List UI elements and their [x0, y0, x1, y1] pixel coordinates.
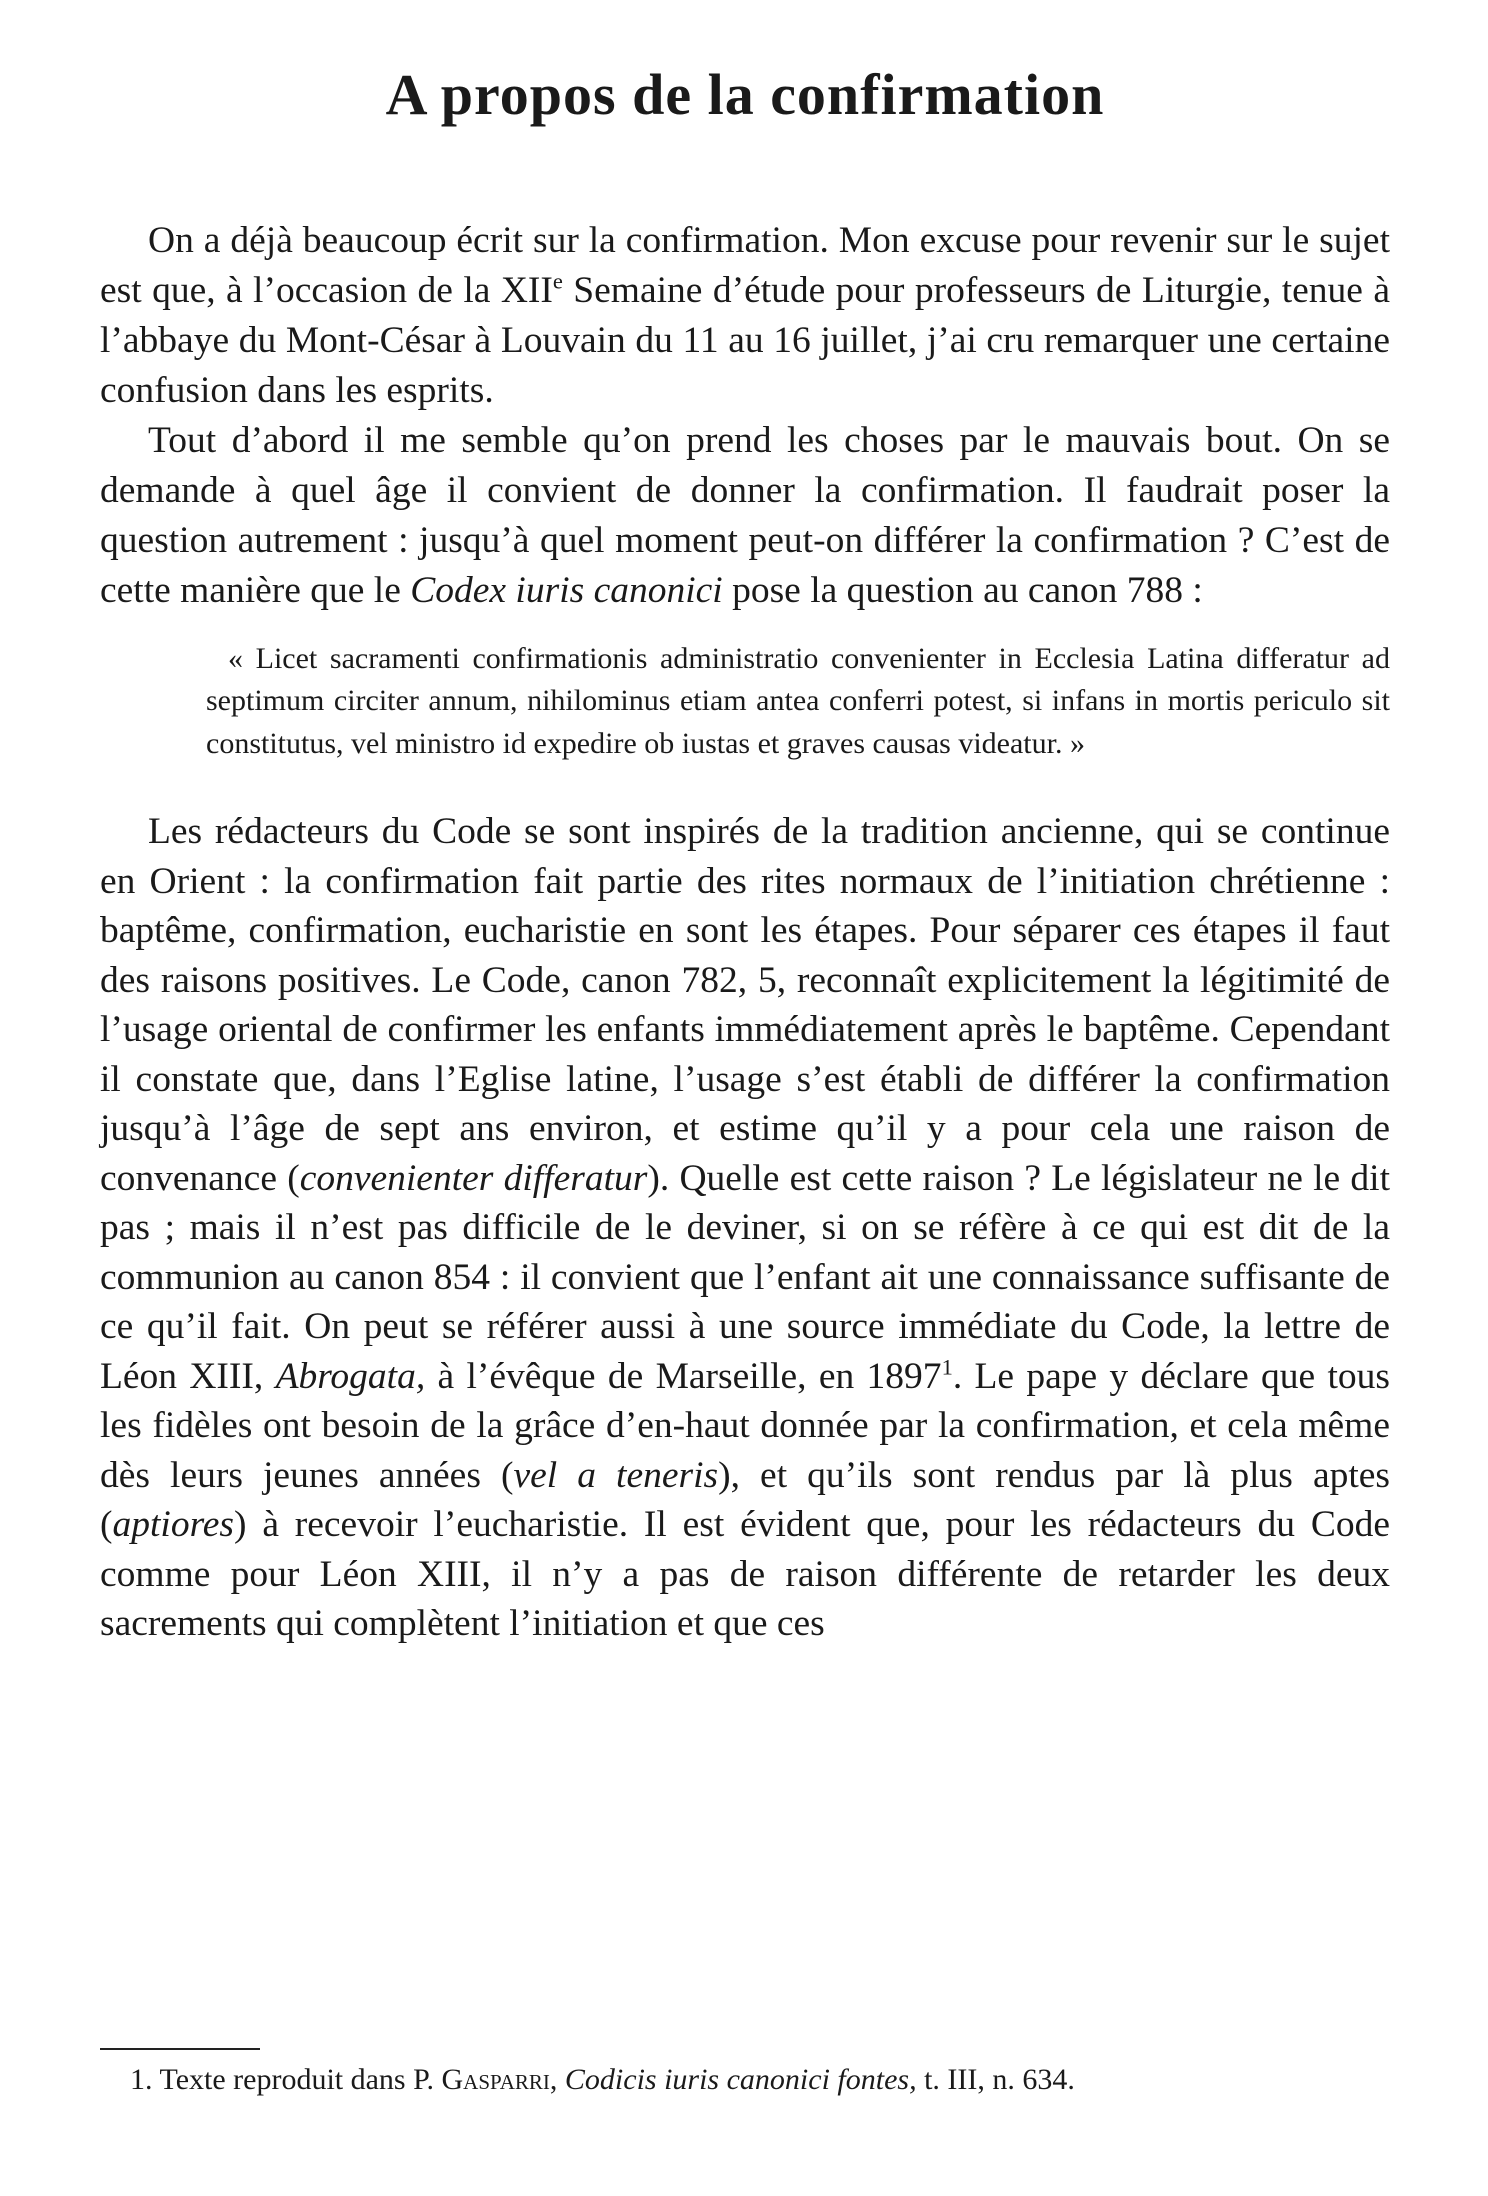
main-text-c: à l’évêque de Marseille, en 1897 — [425, 1355, 942, 1397]
main-text-d: . Le pape y déclare que tous les fidèles ont besoin de la grâce d’en-haut donnée par la confirmation, et cela même dès leurs jeunes années ( — [100, 1355, 1390, 1496]
canon-quote — [100, 638, 1390, 766]
main-text-f: ) à recevoir l’eucharistie. Il est évident que, pour les rédacteurs du Code comme pour Léon XIII, il n’y a pas de raison différente de retarder les deux sacrements qui complètent l’initiation et que ces — [100, 1504, 1390, 1645]
codex-title: Codex iuris canonici — [410, 569, 723, 611]
italic-convenienter: convenienter differatur — [299, 1157, 648, 1199]
quote-text: « Licet sacramenti confirmationis administratio convenienter in Ecclesia Latina differatur ad septimum circiter annum, nihilominus etiam antea conferri potest, si infans in mortis periculo sit constitutus, vel ministro id expedire ob iustas et graves causas videatur. » — [206, 641, 1390, 760]
footnote-divider — [100, 2048, 260, 2050]
main-text-a: Les rédacteurs du Code se sont inspirés de la tradition ancienne, qui se continue en Orient : la confirmation fait partie des rites normaux de l’initiation chrétienne : baptême, confirmation, eucharistie en sont les étapes. Pour séparer ces étapes il faut des raisons positives. Le Code, canon 782, 5, reconnaît explicitement la légitimité de l’usage oriental de confirmer les enfants immédiatement après le baptême. Cependant il constate que, dans l’Eglise latine, l’usage s’est établi de différer la confirmation jusqu’à l’âge de sept ans environ, et estime qu’il y a pour cela une raison de convenance ( — [100, 811, 1390, 1199]
main-section — [100, 807, 1390, 1649]
page-title: A propos de la confirmation — [385, 62, 1105, 127]
italic-vel-a-teneris: vel a teneris — [513, 1454, 719, 1496]
intro-p1-text: On a déjà beaucoup écrit sur la confirmation. Mon excuse pour revenir sur le sujet est que, à l’occasion de la XII — [100, 219, 1390, 311]
intro-p2-text: Tout d’abord il me semble qu’on prend les choses par le mauvais bout. On se demande à quel âge il convient de donner la confirmation. Il faudrait poser la question autrement : jusqu’à quel moment peut-on différer la confirmation ? C’est de cette manière que le — [100, 419, 1390, 611]
intro-section — [100, 216, 1390, 616]
page — [100, 0, 1390, 1649]
footnote — [100, 2060, 1390, 2100]
intro-paragraph-2 — [100, 416, 1390, 616]
intro-paragraph-1 — [100, 216, 1390, 416]
footnote-pre: 1. Texte reproduit dans P. — [130, 2063, 442, 2096]
main-text-b: ). Quelle est cette raison ? Le législateur ne le dit pas ; mais il n’est pas difficile de le deviner, si on se réfère à ce qui est dit de la communion au canon 854 : il convient que l’enfant ait une connaissance suffisante de ce qu’il fait. On peut se référer aussi à une source immédiate du Code, la lettre de Léon XIII, — [100, 1157, 1390, 1397]
footnote-ref[interactable]: 1 — [941, 1354, 953, 1380]
footnote-post: t. III, n. 634. — [916, 2063, 1075, 2096]
italic-aptiores: aptiores — [112, 1504, 235, 1546]
footnote-text — [100, 2060, 1390, 2100]
superscript-e: e — [552, 268, 563, 294]
main-paragraph — [100, 807, 1390, 1649]
intro-p2-rest: pose la question au canon 788 : — [722, 569, 1203, 611]
italic-abrogata: Abrogata, — [275, 1355, 426, 1397]
intro-p1-rest: Semaine d’étude pour professeurs de Liturgie, tenue à l’abbaye du Mont-César à Louvain du 11 au 16 juillet, j’ai cru remarquer une certaine confusion dans les esprits. — [100, 269, 1390, 411]
main-text-e: ), et qu’ils sont rendus par là plus aptes ( — [100, 1454, 1390, 1546]
footnote-title: Codicis iuris canonici fontes, — [564, 2063, 917, 2096]
footnote-author: Gasparri, — [441, 2063, 558, 2096]
